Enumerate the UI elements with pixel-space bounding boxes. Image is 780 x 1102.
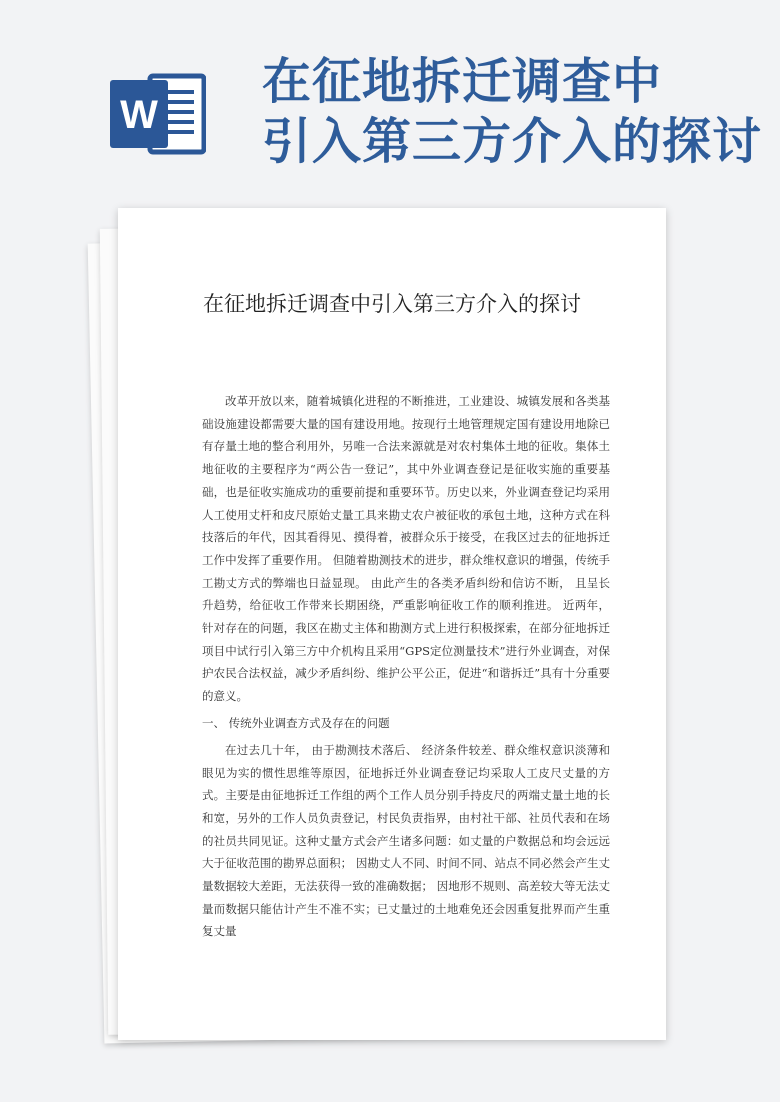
intro-paragraph: 改革开放以来，随着城镇化进程的不断推进，工业建设、城镇发展和各类基础设施建设都需要大量的国有建设用地。按现行土地管理规定国有建设用地除已有存量土地的整合利用外，另唯一合法来源就是对农村集体土地的征收。集体土地征收的主要程序为“两公告一登记”，其中外业调查登记是征收实施的重要基础，也是征收实施成功的重要前提和重要环节。历史以来，外业调查登记均采用人工使用丈杆和皮尺原始丈量工具来勘丈农户被征收的承包土地，这种方式在科技落后的年代，因其看得见、摸得着，被群众乐于接受，在我区过去的征地拆迁工作中发挥了重要作用。 但随着勘测技术的进步，群众维权意识的增强，传统手工勘丈方式的弊端也日益显现。 由此产生的各类矛盾纠纷和信访不断， 且呈长升趋势，给征收工作带来长期困绕，严重影响征收工作的顺利推进。 近两年， 针对存在的问题，我区在勘丈主体和勘测方式上进行积极探索，在部分征地拆迁项目中试行引入第三方中介机构且采用“GPS定位测量技术”进行外业调查，对保护农民合法权益，减少矛盾纠纷、维护公平公正，促进“和谐拆迁”具有十分重要的意义。 [202, 394, 610, 704]
section-heading: 一、 传统外业调查方式及存在的问题 [202, 715, 390, 730]
banner-title-line1: 在征地拆迁调查中 [262, 53, 663, 110]
svg-text:W: W [120, 93, 158, 137]
word-document-icon [110, 68, 206, 160]
banner-title [262, 52, 772, 172]
document-title: 在征地拆迁调查中引入第三方介入的探讨 [203, 292, 581, 316]
document-page [118, 208, 666, 1040]
document-body [202, 390, 610, 943]
section-paragraph: 在过去几十年， 由于勘测技术落后、 经济条件较差、群众维权意识淡薄和眼见为实的惯性思维等原因，征地拆迁外业调查登记均采取人工皮尺丈量的方式。主要是由征地拆迁工作组的两个工作人员分别手持皮尺的两端丈量土地的长和宽，另外的工作人员负责登记，村民负责指界，由村社干部、社员代表和在场的社员共同见证。这种丈量方式会产生诸多问题：如丈量的户数据总和均会远远大于征收范围的勘界总面积； 因勘丈人不同、时间不同、站点不同必然会产生丈量数据较大差距，无法获得一致的准确数据； 因地形不规则、高差较大等无法丈量而数据只能估计产生不准不实；已丈量过的土地难免还会因重复批界而产生重复丈量 [202, 742, 610, 939]
banner-title-line2: 引入第三方介入的探讨 [262, 113, 763, 170]
